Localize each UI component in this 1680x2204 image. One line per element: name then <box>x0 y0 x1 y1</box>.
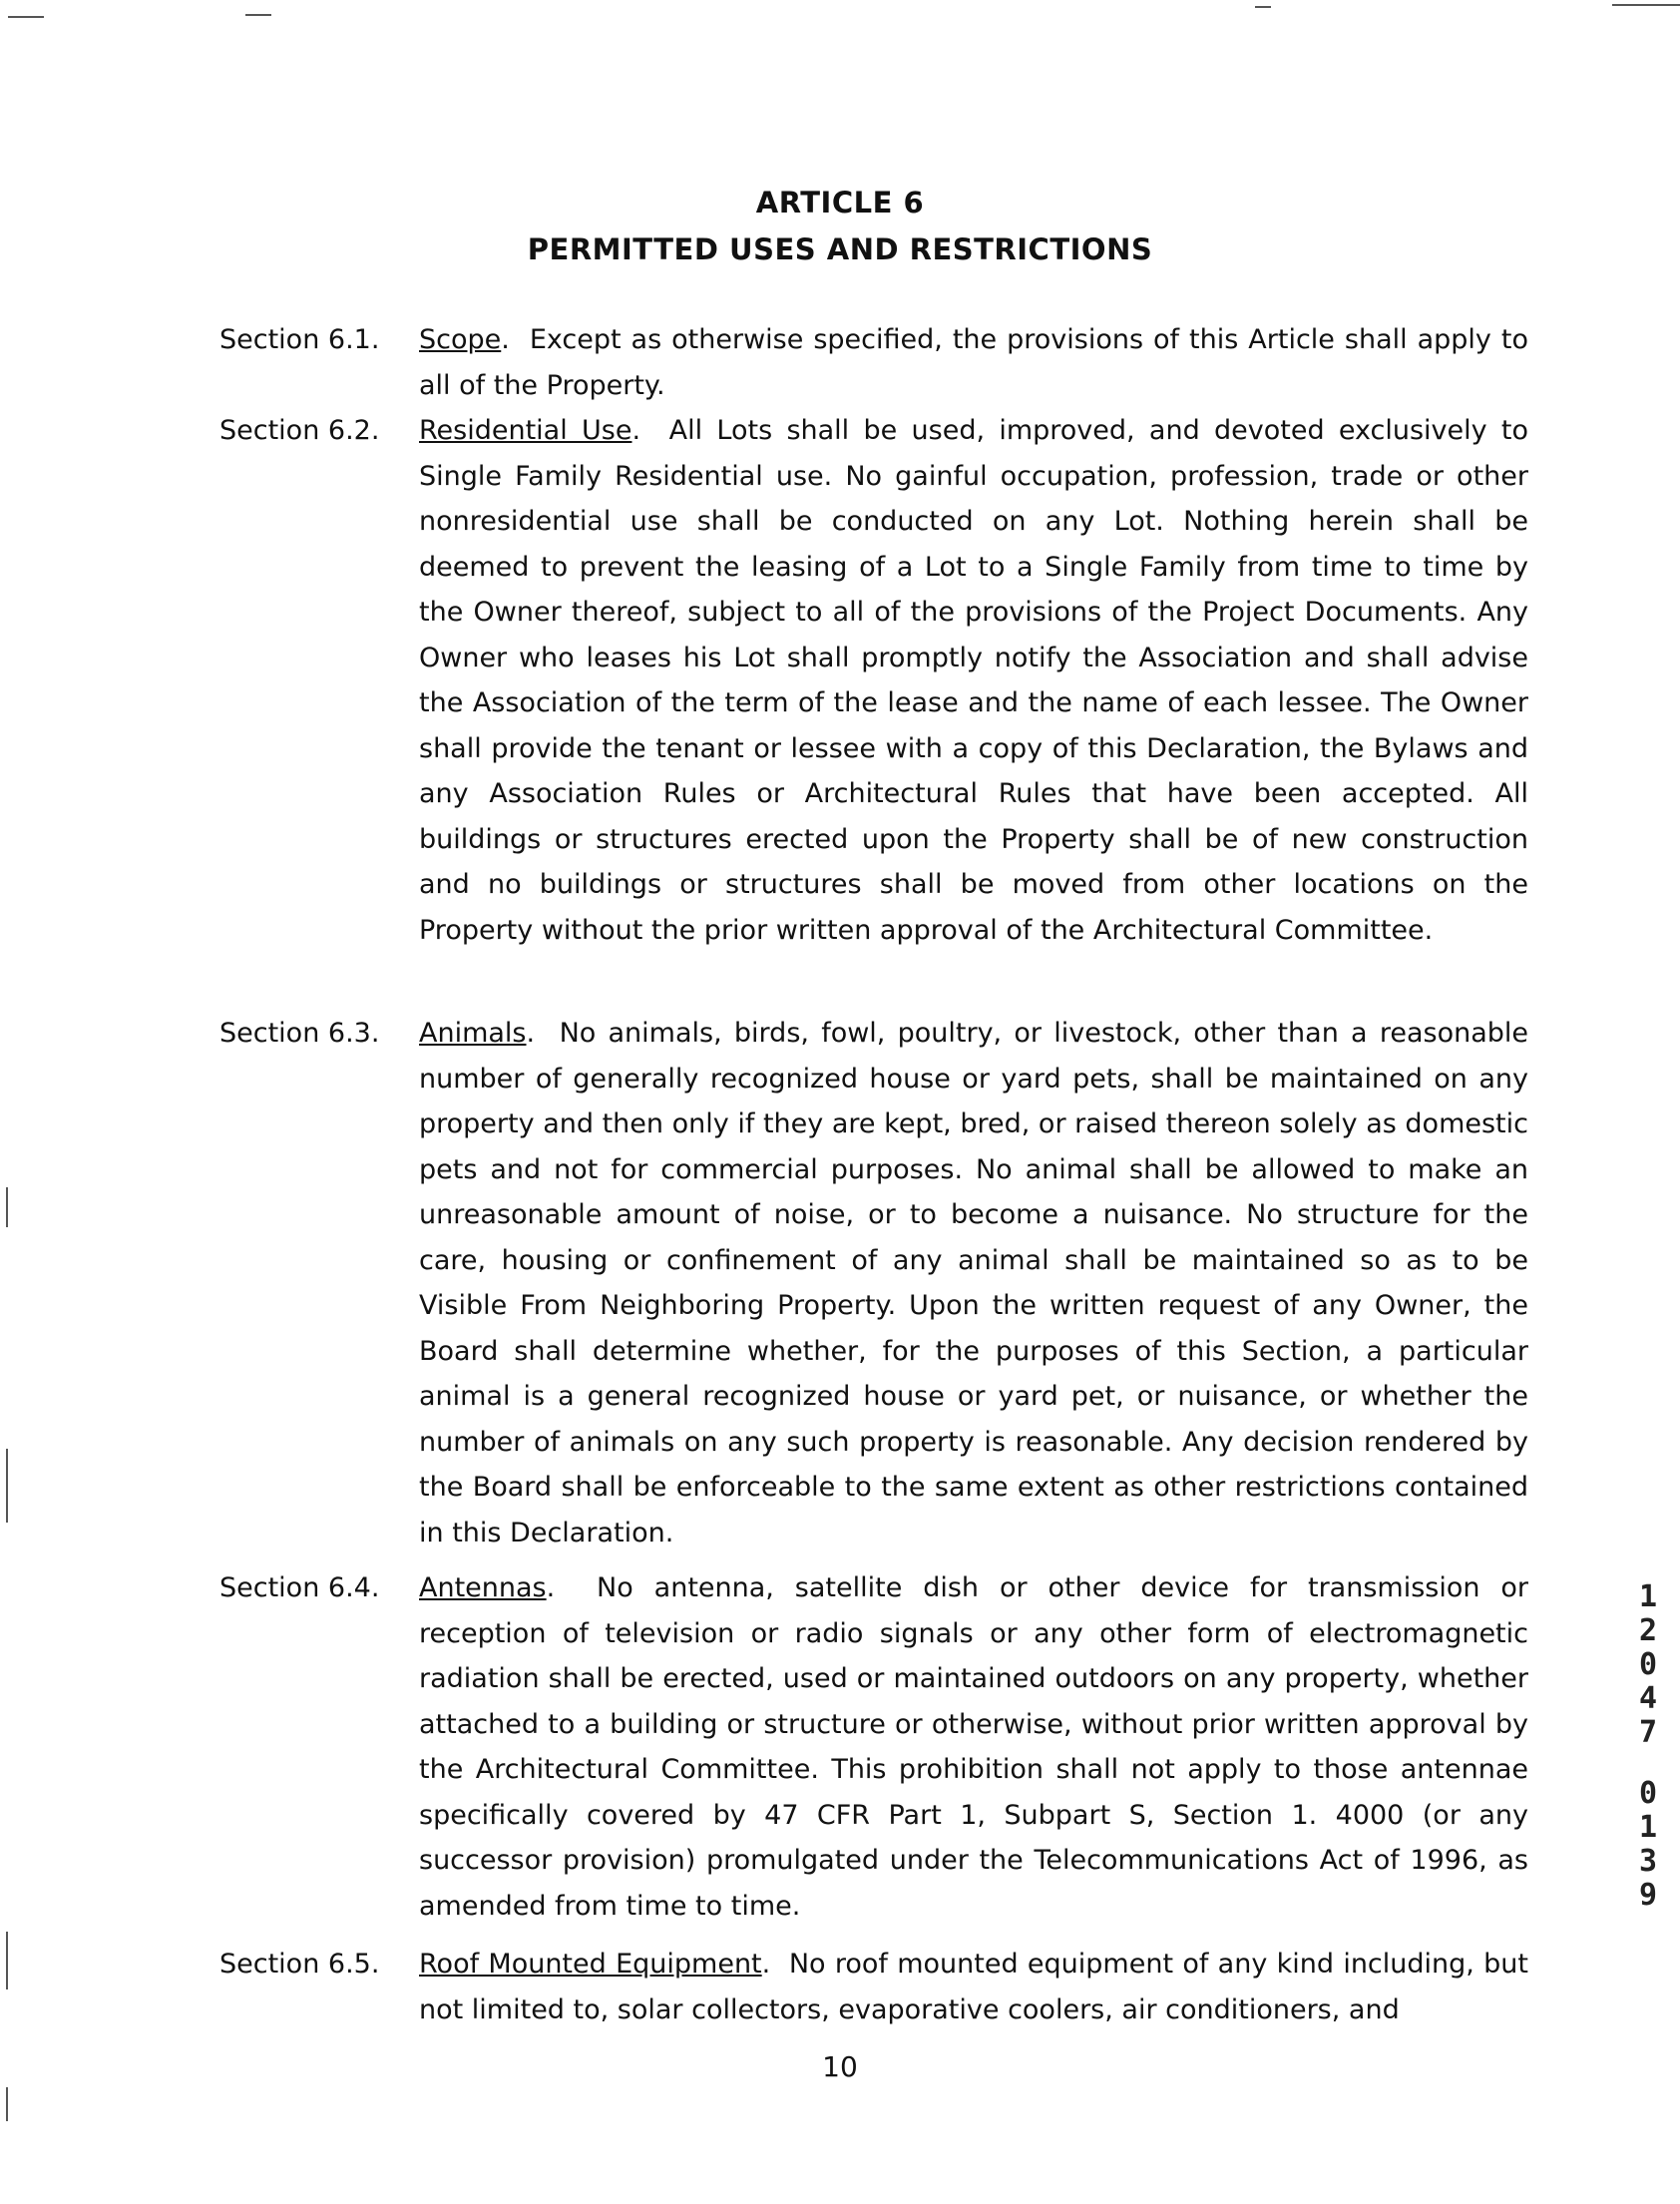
section-text: All Lots shall be used, improved, and devoted exclusively to Single Family Residential use. No gainful occupation, profession, trade or other nonresidential use shall be conducted on any Lot. Nothing herein shall be deemed to prevent the leasing of a Lot to a Single Family from time to time by the Owner thereof, subject to all of the provisions of the Project Documents. Any Owner who leases his Lot shall promptly notify the Association and shall advise the Association of the term of the lease and the name of each lessee. The Owner shall provide the tenant or lessee with a copy of this Declaration, the Bylaws and any Association Rules or Architectural Rules that have been accepted. All buildings or structures erected upon the Property shall be of new construction and no buildings or structures shall be moved from other locations on the Property without the prior written approval of the Architectural Committee. <box>419 415 1529 946</box>
stamp-digit: 9 <box>1638 1878 1658 1913</box>
section-title: Residential Use <box>419 415 632 446</box>
section-6-2 <box>219 408 1536 953</box>
article-title: PERMITTED USES AND RESTRICTIONS <box>527 232 1153 266</box>
stamp-digit: 1 <box>1638 1810 1658 1845</box>
stamp-digit: 2 <box>1638 1613 1658 1648</box>
scan-mark <box>1612 4 1680 6</box>
section-6-5 <box>219 1942 1536 2032</box>
section-number: Section 6.1. <box>219 324 380 355</box>
article-number: ARTICLE 6 <box>755 186 925 220</box>
scan-mark <box>245 14 271 16</box>
stamp-digit: 0 <box>1638 1776 1658 1811</box>
section-title: Antennas <box>419 1572 547 1603</box>
stamp-digit: 0 <box>1638 1647 1658 1682</box>
section-body: Scope. Except as otherwise specified, the provisions of this Article shall apply to all of the Property. <box>419 324 1528 401</box>
recording-stamp-lower <box>1628 1777 1668 1913</box>
recording-stamp-upper <box>1628 1580 1668 1750</box>
section-number: Section 6.5. <box>219 1949 380 1980</box>
stamp-digit: 4 <box>1638 1681 1658 1716</box>
section-number: Section 6.2. <box>219 415 380 446</box>
scan-mark <box>1255 6 1271 8</box>
section-6-4 <box>219 1565 1536 1929</box>
section-title: Scope <box>419 324 502 355</box>
section-body: Residential Use. All Lots shall be used, improved, and devoted exclusively to Single Family Residential use. No gainful occupation, profession, trade or other nonresidential use shall be conducted on any Lot. Nothing herein shall be deemed to prevent the leasing of a Lot to a Single Family from time to time by the Owner thereof, subject to all of the provisions of the Project Documents. Any Owner who leases his Lot shall promptly notify the Association and shall advise the Association of the term of the lease and the name of each lessee. The Owner shall provide the tenant or lessee with a copy of this Declaration, the Bylaws and any Association Rules or Architectural Rules that have been accepted. All buildings or structures erected upon the Property shall be of new construction and no buildings or structures shall be moved from other locations on the Property without the prior written approval of the Architectural Committee. <box>419 415 1529 946</box>
scan-mark <box>6 1932 8 1989</box>
section-6-1 <box>219 317 1536 408</box>
scan-mark <box>6 1187 8 1227</box>
section-text: No antenna, satellite dish or other device for transmission or reception of television or radio signals or any other form of electromagnetic radiation shall be erected, used or maintained outdoors on any property, whether attached to a building or structure or otherwise, without prior written approval by the Architectural Committee. This prohibition shall not apply to those antennae specifically covered by 47 CFR Part 1, Subpart S, Section 1. 4000 (or any successor provision) promulgated under the Telecommunications Act of 1996, as amended from time to time. <box>419 1572 1528 1922</box>
scan-mark <box>6 2087 8 2121</box>
section-title: Animals <box>419 1018 527 1049</box>
section-6-3 <box>219 1011 1536 1555</box>
stamp-digit: 3 <box>1638 1844 1658 1879</box>
section-title: Roof Mounted Equipment <box>419 1949 762 1980</box>
stamp-digit: 1 <box>1638 1579 1658 1614</box>
section-text: No animals, birds, fowl, poultry, or livestock, other than a reasonable number of generally recognized house or yard pets, shall be maintained on any property and then only if they are kept, bred, or raised thereon solely as domestic pets and not for commercial purposes. No animal shall be allowed to make an unreasonable amount of noise, or to become a nuisance. No structure for the care, housing or confinement of any animal shall be maintained so as to be Visible From Neighboring Property. Upon the written request of any Owner, the Board shall determine whether, for the purposes of this Section, a particular animal is a general recognized house or yard pet, or nuisance, or whether the number of animals on any such property is reasonable. Any decision rendered by the Board shall be enforceable to the same extent as other restrictions contained in this Declaration. <box>419 1018 1529 1548</box>
section-body: Antennas. No antenna, satellite dish or other device for transmission or reception of television or radio signals or any other form of electromagnetic radiation shall be erected, used or maintained outdoors on any property, whether attached to a building or structure or otherwise, without prior written approval by the Architectural Committee. This prohibition shall not apply to those antennae specifically covered by 47 CFR Part 1, Subpart S, Section 1. 4000 (or any successor provision) promulgated under the Telecommunications Act of 1996, as amended from time to time. <box>419 1572 1528 1922</box>
stamp-digit: 7 <box>1638 1715 1658 1750</box>
section-number: Section 6.4. <box>219 1572 380 1603</box>
section-text: No roof mounted equipment of any kind including, but not limited to, solar collectors, evaporative coolers, air conditioners, and <box>419 1949 1529 2025</box>
scan-mark <box>6 1449 8 1523</box>
section-number: Section 6.3. <box>219 1018 380 1049</box>
section-text: Except as otherwise specified, the provisions of this Article shall apply to all of the Property. <box>419 324 1528 401</box>
section-body: Roof Mounted Equipment. No roof mounted equipment of any kind including, but not limited to, solar collectors, evaporative coolers, air conditioners, and <box>419 1949 1529 2025</box>
page-number: 10 <box>822 2050 858 2083</box>
scan-mark <box>8 16 44 18</box>
section-body: Animals. No animals, birds, fowl, poultry, or livestock, other than a reasonable number of generally recognized house or yard pets, shall be maintained on any property and then only if they are kept, bred, or raised thereon solely as domestic pets and not for commercial purposes. No animal shall be allowed to make an unreasonable amount of noise, or to become a nuisance. No structure for the care, housing or confinement of any animal shall be maintained so as to be Visible From Neighboring Property. Upon the written request of any Owner, the Board shall determine whether, for the purposes of this Section, a particular animal is a general recognized house or yard pet, or nuisance, or whether the number of animals on any such property is reasonable. Any decision rendered by the Board shall be enforceable to the same extent as other restrictions contained in this Declaration. <box>419 1018 1529 1548</box>
